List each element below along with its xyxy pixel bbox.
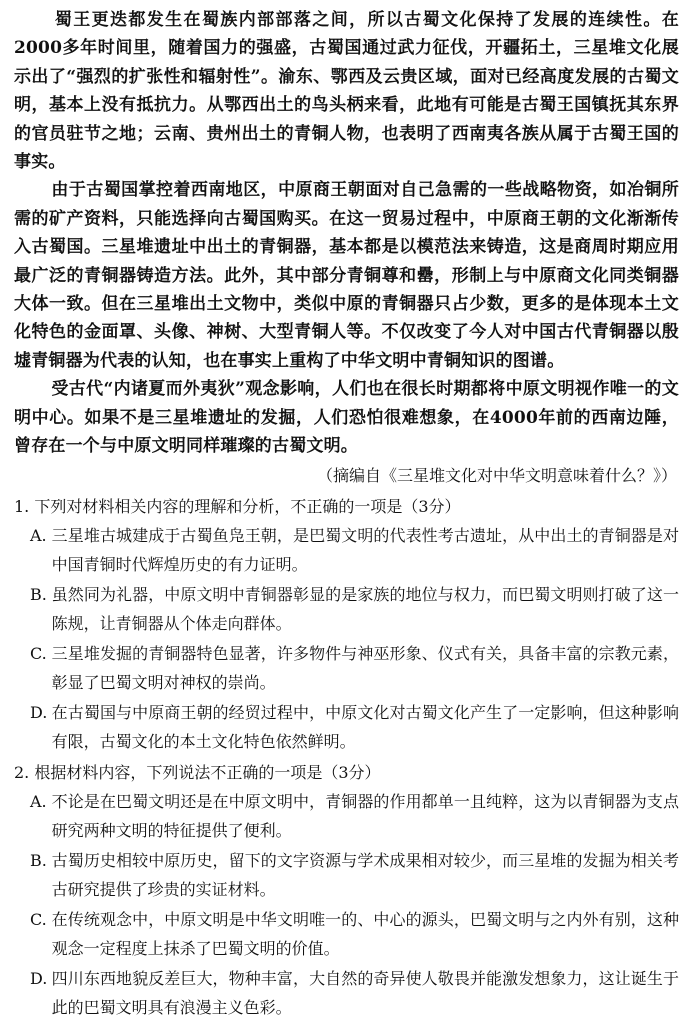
option-b xyxy=(14,580,679,639)
option-d xyxy=(14,964,679,1023)
option-label: D. xyxy=(30,702,48,722)
option-text: 四川东西地貌反差巨大，物种丰富，大自然的奇异使人敬畏并能激发想象力，这让诞生于此的巴蜀文明具有浪漫主义色彩。 xyxy=(51,968,679,1017)
option-a xyxy=(14,521,679,580)
option-text: 在传统观念中，中原文明是中华文明唯一的、中心的源头，巴蜀文明与之内外有别，这种观念一定程度上抹杀了巴蜀文明的价值。 xyxy=(51,909,679,958)
option-text: 在古蜀国与中原商王朝的经贸过程中，中原文化对古蜀文化产生了一定影响，但这种影响有限，古蜀文化的本土文化特色依然鲜明。 xyxy=(51,702,679,751)
option-label: B. xyxy=(30,850,47,870)
passage-paragraph: 受古代“内诸夏而外夷狄”观念影响，人们也在很长时期都将中原文明视作唯一的文明中心。如果不是三星堆遗址的发掘，人们恐怕很难想象，在4000年前的西南边陲，曾存在一个与中原文明同样璀璨的古蜀文明。 xyxy=(14,379,679,457)
option-text: 三星堆发掘的青铜器特色显著，许多物件与神巫形象、仪式有关，具备丰富的宗教元素，彰显了巴蜀文明对神权的崇尚。 xyxy=(51,643,679,692)
option-b xyxy=(14,846,679,905)
option-c xyxy=(14,905,679,964)
source-citation: （摘编自《三星堆文化对中华文明意味着什么？》） xyxy=(316,465,677,485)
option-label: D. xyxy=(30,968,48,988)
option-text: 不论是在巴蜀文明还是在中原文明中，青铜器的作用都单一且纯粹，这为以青铜器为支点研究两种文明的特征提供了便利。 xyxy=(51,791,679,840)
option-label: A. xyxy=(30,791,47,811)
passage xyxy=(14,6,679,461)
option-c xyxy=(14,639,679,698)
question-stem: 1. 下列对材料相关内容的理解和分析，不正确的一项是（3分） xyxy=(14,496,461,516)
question-1 xyxy=(14,493,679,757)
option-text: 虽然同为礼器，中原文明中青铜器彰显的是家族的地位与权力，而巴蜀文明则打破了这一陈规，让青铜器从个体走向群体。 xyxy=(51,584,679,633)
option-text: 古蜀历史相较中原历史，留下的文字资源与学术成果相对较少，而三星堆的发掘为相关考古研究提供了珍贵的实证材料。 xyxy=(51,850,679,899)
question-2 xyxy=(14,759,679,1023)
passage-paragraph: 由于古蜀国掌控着西南地区，中原商王朝面对自己急需的一些战略物资，如冶铜所需的矿产资料，只能选择向古蜀国购买。在这一贸易过程中，中原商王朝的文化渐渐传入古蜀国。三星堆遗址中出土的青铜器，基本都是以模范法来铸造，这是商周时期应用最广泛的青铜器铸造方法。此外，其中部分青铜尊和罍，形制上与中原商文化同类铜器大体一致。但在三星堆出土文物中，类似中原的青铜器只占少数，更多的是体现本土文化特色的金面罩、头像、神树、大型青铜人等。不仅改变了今人对中国古代青铜器以殷墟青铜器为代表的认知，也在事实上重构了中华文明中青铜知识的图谱。 xyxy=(14,180,679,371)
passage-paragraph: 蜀王更迭都发生在蜀族内部部落之间，所以古蜀文化保持了发展的连续性。在2000多年时间里，随着国力的强盛，古蜀国通过武力征伐，开疆拓土，三星堆文化展示出了“强烈的扩张性和辐射性”。渝东、鄂西及云贵区域，面对已经高度发展的古蜀文明，基本上没有抵抗力。从鄂西出土的鸟头柄来看，此地有可能是古蜀王国镇抚其东界的官员驻节之地；云南、贵州出土的青铜人物，也表明了西南夷各族从属于古蜀王国的事实。 xyxy=(14,10,679,173)
option-text: 三星堆古城建成于古蜀鱼凫王朝，是巴蜀文明的代表性考古遗址，从中出土的青铜器是对中国青铜时代辉煌历史的有力证明。 xyxy=(51,525,679,574)
option-label: B. xyxy=(30,584,47,604)
option-d xyxy=(14,698,679,757)
question-stem: 2. 根据材料内容，下列说法不正确的一项是（3分） xyxy=(14,762,381,782)
option-a xyxy=(14,787,679,846)
option-label: A. xyxy=(30,525,47,545)
option-label: C. xyxy=(30,909,47,929)
option-label: C. xyxy=(30,643,47,663)
